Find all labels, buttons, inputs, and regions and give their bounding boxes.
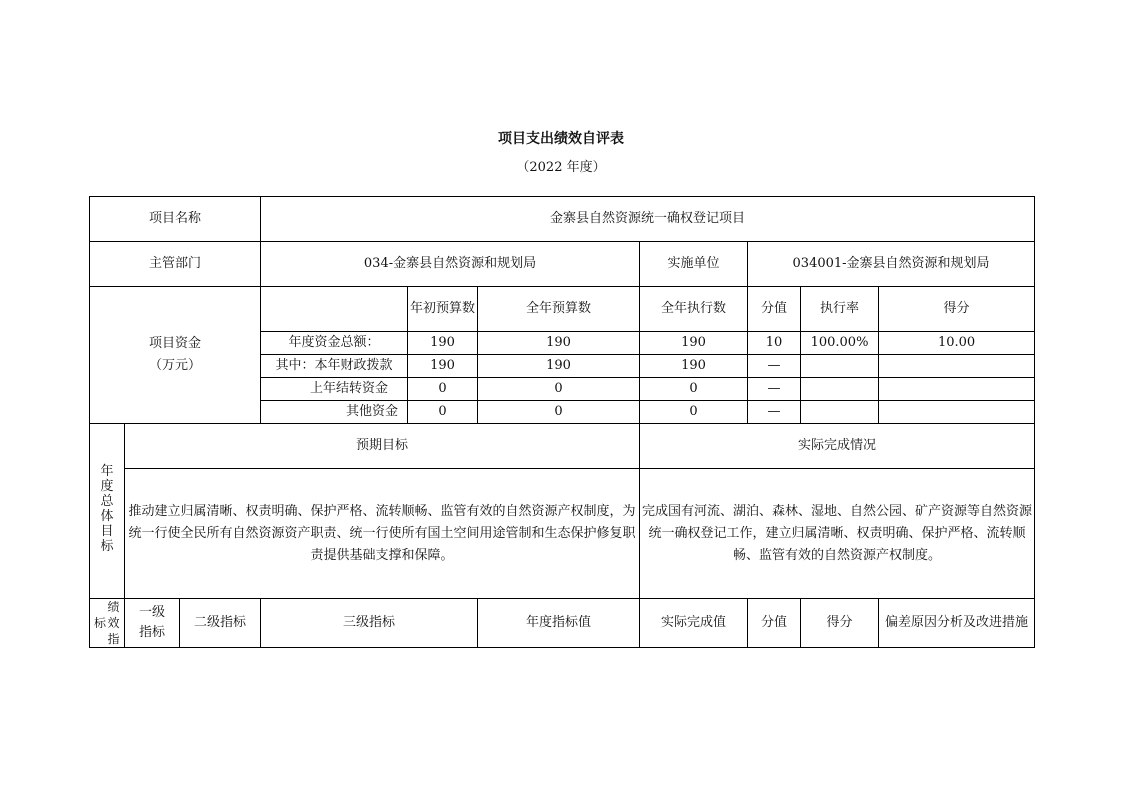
page-subtitle: （2022 年度）	[516, 160, 606, 175]
header-indicator-score: 得分	[801, 599, 879, 648]
funds-row-annual: 0	[478, 378, 640, 401]
funds-row-weight: 10	[748, 332, 801, 355]
header-annual-target: 年度指标值	[478, 599, 640, 648]
funds-row-score	[879, 401, 1035, 424]
header-score-weight: 分值	[748, 287, 801, 332]
header-initial-budget: 年初预算数	[408, 287, 478, 332]
funds-row-annual: 0	[478, 401, 640, 424]
funds-row-weight: —	[748, 355, 801, 378]
project-name-row	[90, 197, 1035, 242]
funds-row-rate	[801, 378, 879, 401]
funds-row-executed: 0	[640, 378, 748, 401]
header-level2-indicator: 二级指标	[180, 599, 261, 648]
funds-row-executed: 0	[640, 401, 748, 424]
funds-row-initial: 190	[408, 332, 478, 355]
funds-row-annual: 190	[478, 332, 640, 355]
indicators-side-label-cell	[90, 599, 125, 648]
funds-header-row	[90, 287, 1035, 332]
indicators-side-label-b: 标	[93, 616, 106, 630]
funds-row-weight: —	[748, 378, 801, 401]
department-label: 主管部门	[90, 242, 261, 287]
funds-row-rate	[801, 401, 879, 424]
expected-goal-header: 预期目标	[125, 424, 640, 469]
header-actual-value: 实际完成值	[640, 599, 748, 648]
header-annual-budget: 全年预算数	[478, 287, 640, 332]
actual-result-header: 实际完成情况	[640, 424, 1035, 469]
funds-row-score	[879, 355, 1035, 378]
goals-header-row	[90, 424, 1035, 469]
header-deviation-analysis: 偏差原因分析及改进措施	[879, 599, 1035, 648]
header-level1-indicator	[125, 599, 180, 648]
header-executed: 全年执行数	[640, 287, 748, 332]
goals-side-label-cell	[90, 424, 125, 599]
funds-row-rate	[801, 355, 879, 378]
header-indicator-weight: 分值	[748, 599, 801, 648]
performance-evaluation-table	[89, 196, 1035, 648]
funds-row-rate: 100.00%	[801, 332, 879, 355]
funds-row-executed: 190	[640, 355, 748, 378]
funds-label: 项目资金	[149, 336, 202, 351]
header-exec-rate: 执行率	[801, 287, 879, 332]
funds-row-label: 其中：本年财政拨款	[261, 355, 408, 378]
goals-content-row	[90, 469, 1035, 599]
funds-row-initial: 0	[408, 378, 478, 401]
funds-row-annual: 190	[478, 355, 640, 378]
funds-row-executed: 190	[640, 332, 748, 355]
funds-row-initial: 0	[408, 401, 478, 424]
funds-label-cell	[90, 287, 261, 424]
goals-side-label: 年度总体目标	[100, 464, 114, 554]
funds-row-initial: 190	[408, 355, 478, 378]
department-value: 034-金寨县自然资源和规划局	[261, 242, 640, 287]
department-row	[90, 242, 1035, 287]
funds-row-label: 其他资金	[261, 401, 408, 424]
implementing-unit-value: 034001-金寨县自然资源和规划局	[748, 242, 1035, 287]
header-level3-indicator: 三级指标	[261, 599, 478, 648]
indicators-side-label-a: 绩效指	[107, 600, 120, 646]
indicators-header-row	[90, 599, 1035, 648]
funds-row-weight: —	[748, 401, 801, 424]
funds-row-score	[879, 378, 1035, 401]
funds-unit-label: （万元）	[149, 358, 202, 373]
header-score: 得分	[879, 287, 1035, 332]
page-title: 项目支出绩效自评表	[498, 131, 624, 147]
header-level1-text: 一级指标	[138, 604, 165, 640]
implementing-unit-label: 实施单位	[640, 242, 748, 287]
project-name-value: 金寨县自然资源统一确权登记项目	[261, 197, 1035, 242]
expected-goal-text: 推动建立归属清晰、权责明确、保护严格、流转顺畅、监管有效的自然资源产权制度，为统一行使全民所有自然资源资产职责、统一行使所有国土空间用途管制和生态保护修复职责提供基础支撑和保障。	[125, 469, 640, 599]
actual-result-text: 完成国有河流、湖泊、森林、湿地、自然公园、矿产资源等自然资源统一确权登记工作，建立归属清晰、权责明确、保护严格、流转顺畅、监管有效的自然资源产权制度。	[640, 469, 1035, 599]
funds-row-score: 10.00	[879, 332, 1035, 355]
funds-header-blank	[261, 287, 408, 332]
funds-row-label: 年度资金总额：	[261, 332, 408, 355]
funds-row-label: 上年结转资金	[261, 378, 408, 401]
project-name-label: 项目名称	[90, 197, 261, 242]
